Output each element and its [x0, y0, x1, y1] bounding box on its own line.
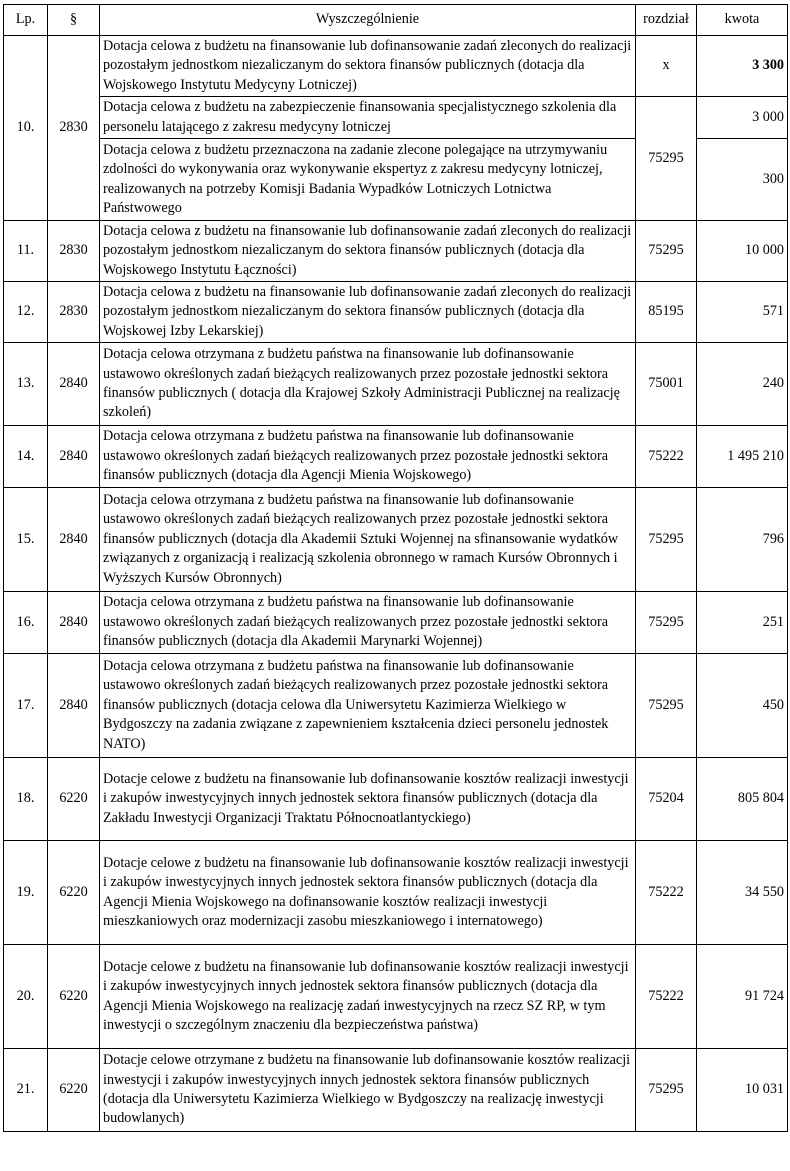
table-row	[4, 282, 788, 343]
cell-kwota: 796	[697, 488, 788, 592]
cell-kwota: 571	[697, 282, 788, 343]
table-row	[4, 841, 788, 945]
cell-paragraph: 6220	[48, 945, 100, 1049]
cell-kwota: 10 000	[697, 221, 788, 282]
header-lp: Lp.	[4, 5, 48, 36]
cell-kwota: 3 000	[697, 97, 788, 139]
cell-rozdzial: 85195	[636, 282, 697, 343]
cell-rozdzial: 75222	[636, 426, 697, 488]
cell-rozdzial: 75295	[636, 488, 697, 592]
cell-lp: 16.	[4, 592, 48, 654]
cell-paragraph: 2840	[48, 488, 100, 592]
cell-paragraph: 2840	[48, 343, 100, 426]
cell-lp: 19.	[4, 841, 48, 945]
cell-rozdzial: 75295	[636, 1049, 697, 1132]
cell-rozdzial: 75222	[636, 945, 697, 1049]
cell-kwota: 450	[697, 654, 788, 758]
cell-rozdzial: x	[636, 36, 697, 97]
cell-paragraph: 6220	[48, 758, 100, 841]
cell-paragraph: 2830	[48, 282, 100, 343]
cell-rozdzial: 75295	[636, 654, 697, 758]
header-kwota: kwota	[697, 5, 788, 36]
cell-description: Dotacja celowa z budżetu na finansowanie lub dofinansowanie zadań zleconych do realizacji pozostałym jednostkom niezaliczanym do sektora finansów publicznych (dotacja dla Wojskowego Instytutu Łączności)	[100, 221, 636, 282]
cell-lp: 15.	[4, 488, 48, 592]
cell-rozdzial: 75295	[636, 221, 697, 282]
cell-kwota: 251	[697, 592, 788, 654]
cell-description: Dotacja celowa otrzymana z budżetu państwa na finansowanie lub dofinansowanie ustawowo określonych zadań bieżących realizowanych przez pozostałe jednostki sektora finansów publicznych (dotacja celowa dla Uniwersytetu Kazimierza Wielkiego w Bydgoszczy na zadania związane z zapewnieniem kształcenia dzieci personelu jednostek NATO)	[100, 654, 636, 758]
header-rozdzial: rozdział	[636, 5, 697, 36]
table-row	[4, 488, 788, 592]
cell-description: Dotacje celowe otrzymane z budżetu na finansowanie lub dofinansowanie kosztów realizacji inwestycji i zakupów inwestycyjnych innych jednostek sektora finansów publicznych (dotacja dla Uniwersytetu Kazimierza Wielkiego w Bydgoszczy na realizację inwestycji budowlanych)	[100, 1049, 636, 1132]
cell-kwota: 34 550	[697, 841, 788, 945]
cell-kwota: 10 031	[697, 1049, 788, 1132]
table-subrow	[4, 97, 788, 139]
cell-kwota: 91 724	[697, 945, 788, 1049]
cell-lp: 18.	[4, 758, 48, 841]
cell-lp: 21.	[4, 1049, 48, 1132]
cell-rozdzial: 75222	[636, 841, 697, 945]
cell-rozdzial: 75204	[636, 758, 697, 841]
cell-paragraph: 6220	[48, 841, 100, 945]
cell-description: Dotacja celowa otrzymana z budżetu państwa na finansowanie lub dofinansowanie ustawowo określonych zadań bieżących realizowanych przez pozostałe jednostki sektora finansów publicznych ( dotacja dla Krajowej Szkoły Administracji Publicznej na realizację szkoleń)	[100, 343, 636, 426]
cell-rozdzial: 75001	[636, 343, 697, 426]
cell-paragraph: 2830	[48, 36, 100, 221]
cell-kwota: 1 495 210	[697, 426, 788, 488]
cell-lp: 20.	[4, 945, 48, 1049]
cell-description: Dotacja celowa z budżetu na finansowanie lub dofinansowanie zadań zleconych do realizacji pozostałym jednostkom niezaliczanym do sektora finansów publicznych (dotacja dla Wojskowego Instytutu Medycyny Lotniczej)	[100, 36, 636, 97]
cell-lp: 11.	[4, 221, 48, 282]
table-row	[4, 758, 788, 841]
header-description: Wyszczególnienie	[100, 5, 636, 36]
cell-lp: 13.	[4, 343, 48, 426]
cell-lp: 14.	[4, 426, 48, 488]
cell-description: Dotacje celowe z budżetu na finansowanie lub dofinansowanie kosztów realizacji inwestycji i zakupów inwestycyjnych innych jednostek sektora finansów publicznych (dotacja dla Agencji Mienia Wojskowego na dofinansowanie kosztów realizacji inwestycji mieszkaniowych oraz modernizacji zasobu mieszkaniowego i internatowego)	[100, 841, 636, 945]
header-paragraph: §	[48, 5, 100, 36]
cell-lp: 10.	[4, 36, 48, 221]
cell-description: Dotacja celowa otrzymana z budżetu państwa na finansowanie lub dofinansowanie ustawowo określonych zadań bieżących realizowanych przez pozostałe jednostki sektora finansów publicznych (dotacja dla Akademii Sztuki Wojennej na sfinansowanie wydatków związanych z organizacją i realizacją szkolenia obronnego w ramach Kursów Obronnych i Wyższych Kursów Obronnych)	[100, 488, 636, 592]
cell-paragraph: 2830	[48, 221, 100, 282]
cell-paragraph: 2840	[48, 426, 100, 488]
table-row	[4, 343, 788, 426]
cell-kwota: 300	[697, 139, 788, 221]
cell-description: Dotacja celowa otrzymana z budżetu państwa na finansowanie lub dofinansowanie ustawowo określonych zadań bieżących realizowanych przez pozostałe jednostki sektora finansów publicznych (dotacja dla Agencji Mienia Wojskowego)	[100, 426, 636, 488]
table-row	[4, 945, 788, 1049]
budget-table	[3, 4, 788, 1132]
cell-description: Dotacja celowa z budżetu na finansowanie lub dofinansowanie zadań zleconych do realizacji pozostałym jednostkom niezaliczanym do sektora finansów publicznych (dotacja dla Wojskowej Izby Lekarskiej)	[100, 282, 636, 343]
cell-description: Dotacja celowa otrzymana z budżetu państwa na finansowanie lub dofinansowanie ustawowo określonych zadań bieżących realizowanych przez pozostałe jednostki sektora finansów publicznych (dotacja dla Akademii Marynarki Wojennej)	[100, 592, 636, 654]
table-row	[4, 592, 788, 654]
cell-kwota: 805 804	[697, 758, 788, 841]
table-header-row	[4, 5, 788, 36]
cell-lp: 12.	[4, 282, 48, 343]
cell-description: Dotacja celowa z budżetu na zabezpieczenie finansowania specjalistycznego szkolenia dla personelu latającego z zakresu medycyny lotniczej	[100, 97, 636, 139]
cell-paragraph: 2840	[48, 654, 100, 758]
cell-description: Dotacje celowe z budżetu na finansowanie lub dofinansowanie kosztów realizacji inwestycji i zakupów inwestycyjnych innych jednostek sektora finansów publicznych (dotacja dla Agencji Mienia Wojskowego na realizację zadań inwestycyjnych na rzecz SZ RP, w tym inwestycji o szczególnym znaczeniu dla bezpieczeństwa państwa)	[100, 945, 636, 1049]
table-row	[4, 654, 788, 758]
table-row	[4, 426, 788, 488]
cell-description: Dotacje celowe z budżetu na finansowanie lub dofinansowanie kosztów realizacji inwestycji i zakupów inwestycyjnych innych jednostek sektora finansów publicznych (dotacja dla Zakładu Inwestycji Organizacji Traktatu Północnoatlantyckiego)	[100, 758, 636, 841]
cell-paragraph: 2840	[48, 592, 100, 654]
table-row	[4, 1049, 788, 1132]
cell-description: Dotacja celowa z budżetu przeznaczona na zadanie zlecone polegające na utrzymywaniu zdolności do wykonywania oraz wykonywanie ekspertyz z zakresu medycyny lotniczej, realizowanych na potrzeby Komisji Badania Wypadków Lotniczych Lotnictwa Państwowego	[100, 139, 636, 221]
cell-kwota-total: 3 300	[697, 36, 788, 97]
cell-kwota: 240	[697, 343, 788, 426]
cell-rozdzial: 75295	[636, 97, 697, 221]
cell-paragraph: 6220	[48, 1049, 100, 1132]
table-row	[4, 36, 788, 97]
table-row	[4, 221, 788, 282]
cell-rozdzial: 75295	[636, 592, 697, 654]
cell-lp: 17.	[4, 654, 48, 758]
